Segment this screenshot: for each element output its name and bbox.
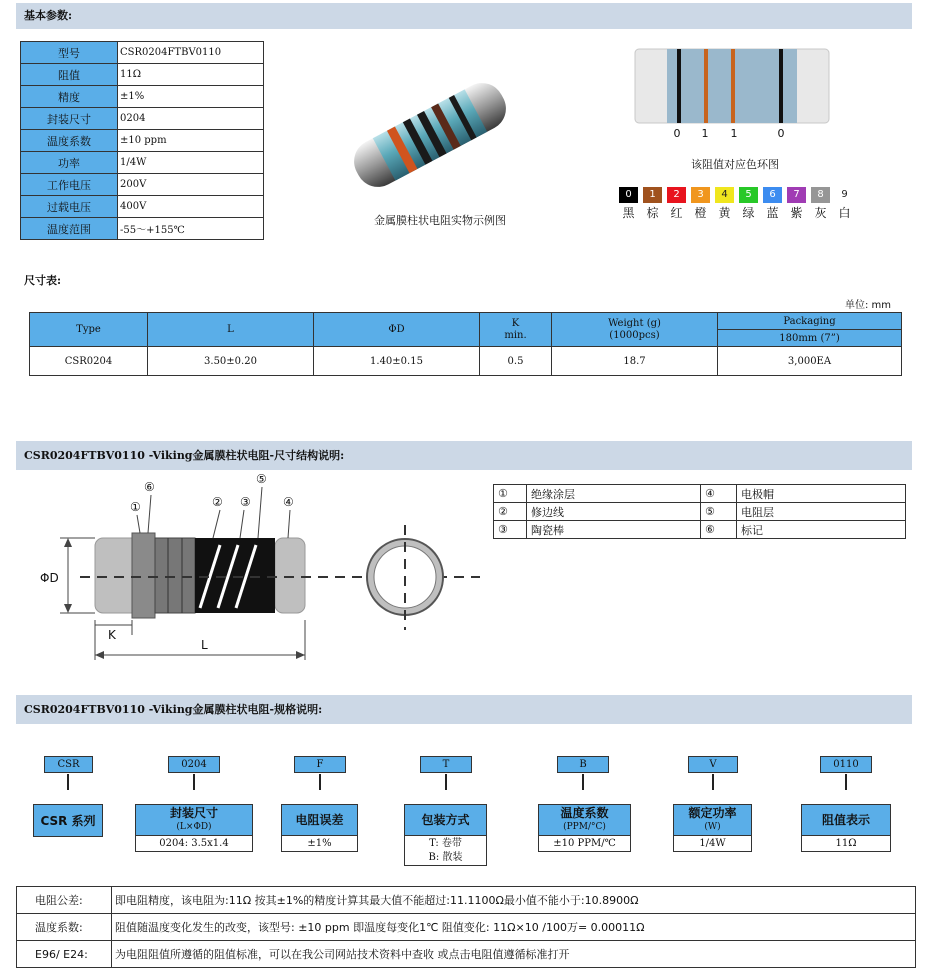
spec-title: 电阻误差 (282, 805, 357, 836)
note-text: 即电阻精度，该电阻为:11Ω 按其±1%的精度计算其最大值不能超过:11.1100Ω最小值不能小于:10.8900Ω (112, 887, 916, 914)
table-row (21, 64, 264, 86)
spec-title: 阻值表示 (802, 805, 890, 836)
note-label: 温度系数: (17, 914, 112, 941)
marker-5: ⑤ (256, 472, 267, 486)
param-value: ±1% (118, 86, 264, 108)
spec-title: CSR 系列 (34, 805, 102, 836)
marker-4: ④ (283, 495, 294, 509)
header-weight (552, 313, 718, 347)
note-label: E96/ E24: (17, 941, 112, 968)
header-reel: 180mm (7”) (718, 330, 902, 347)
legend-num: ⑤ (701, 503, 737, 521)
spec-code-size: 0204 (168, 756, 220, 773)
color-name: 黑 (622, 206, 635, 220)
header-k (480, 313, 552, 347)
param-value: 11Ω (118, 64, 264, 86)
spec-connector (582, 774, 584, 790)
header-packaging: Packaging (718, 313, 902, 330)
spec-desc: T: 卷带 (429, 838, 462, 849)
ring-digit: 1 (730, 127, 738, 140)
spec-title-box (539, 805, 630, 836)
param-value: -55～+155℃ (118, 218, 264, 240)
ring-digit: 0 (673, 127, 681, 140)
param-label: 精度 (21, 86, 118, 108)
table-row (21, 86, 264, 108)
param-value: 200V (118, 174, 264, 196)
param-label: 封装尺寸 (21, 108, 118, 130)
table-row (21, 196, 264, 218)
spec-connector (845, 774, 847, 790)
dimension-table (29, 312, 902, 376)
spec-box-series (33, 804, 103, 837)
section-header-basic: 基本参数: (16, 3, 912, 29)
param-value: CSR0204FTBV0110 (118, 42, 264, 64)
table-row (494, 485, 906, 503)
table-row (494, 503, 906, 521)
spec-desc: 11Ω (835, 838, 857, 849)
spec-code-value: 0110 (820, 756, 872, 773)
color-swatch: 3 (691, 187, 710, 203)
spec-title: 额定功率 (688, 806, 737, 820)
cell-weight: 18.7 (552, 347, 718, 376)
header-l: L (148, 313, 314, 347)
spec-connector (445, 774, 447, 790)
note-text: 阻值随温度变化发生的改变，该型号: ±10 ppm 即温度每变化1℃ 阻值变化: 11Ω×10 /100万= 0.00011Ω (112, 914, 916, 941)
color-swatch: 2 (667, 187, 686, 203)
color-name: 灰 (814, 206, 827, 220)
header-weight-line: Weight (g) (608, 317, 661, 329)
spec-connector (193, 774, 195, 790)
resistor-photo (340, 70, 520, 200)
table-row (21, 42, 264, 64)
section-header-dimensions: 尺寸表: (16, 268, 912, 294)
spec-title: 温度系数 (560, 806, 609, 820)
marker-1: ① (130, 500, 141, 514)
spec-code-tolerance: F (294, 756, 346, 773)
marker-2: ② (212, 495, 223, 509)
color-swatch: 9 (835, 187, 854, 203)
legend-label: 绝缘涂层 (527, 485, 701, 503)
legend-label: 电极帽 (737, 485, 906, 503)
color-swatch: 7 (787, 187, 806, 203)
header-d: ΦD (314, 313, 480, 347)
spec-subtitle: (PPM/°C) (563, 822, 606, 832)
spec-box-tcr (538, 804, 631, 852)
color-swatch: 8 (811, 187, 830, 203)
table-row (17, 914, 916, 941)
cell-k: 0.5 (480, 347, 552, 376)
cell-l: 3.50±0.20 (148, 347, 314, 376)
color-swatch: 4 (715, 187, 734, 203)
color-swatch: 5 (739, 187, 758, 203)
legend-num: ④ (701, 485, 737, 503)
table-row (30, 347, 902, 376)
spec-box-size (135, 804, 253, 852)
param-label: 温度范围 (21, 218, 118, 240)
table-row (17, 887, 916, 914)
param-value: 1/4W (118, 152, 264, 174)
spec-code-packaging: T (420, 756, 472, 773)
header-k-line: K (511, 317, 520, 329)
color-name: 黄 (718, 206, 731, 220)
header-k-sub: min. (504, 329, 527, 341)
structure-legend-table (493, 484, 906, 539)
color-name: 紫 (790, 206, 803, 220)
table-row (21, 218, 264, 240)
phi-d-label: ΦD (40, 571, 59, 585)
spec-code-tcr: B (557, 756, 609, 773)
marker-3: ③ (240, 495, 251, 509)
cell-type: CSR0204 (30, 347, 148, 376)
table-row (21, 108, 264, 130)
basic-params-table (20, 41, 264, 240)
table-row (494, 521, 906, 539)
note-label: 电阻公差: (17, 887, 112, 914)
legend-label: 修边线 (527, 503, 701, 521)
param-label: 阻值 (21, 64, 118, 86)
table-row (21, 152, 264, 174)
spec-code-power: V (688, 756, 738, 773)
table-row (17, 941, 916, 968)
param-label: 过载电压 (21, 196, 118, 218)
param-label: 型号 (21, 42, 118, 64)
color-name: 棕 (646, 206, 659, 220)
marker-6: ⑥ (144, 480, 155, 494)
spec-title: 包装方式 (405, 805, 486, 836)
spec-desc: B: 散装 (428, 852, 463, 863)
legend-label: 陶瓷棒 (527, 521, 701, 539)
spec-title-box (136, 805, 252, 836)
spec-connector (67, 774, 69, 790)
spec-title-box (674, 805, 751, 836)
color-swatch: 0 (619, 187, 638, 203)
color-name: 蓝 (766, 206, 779, 220)
param-value: ±10 ppm (118, 130, 264, 152)
header-weight-sub: (1000pcs) (609, 329, 660, 341)
section-header-spec: CSR0204FTBV0110 -Viking金属膜柱状电阻-规格说明: (16, 695, 912, 724)
color-ring-diagram (633, 45, 833, 125)
photo-caption: 金属膜柱状电阻实物示例图 (374, 214, 506, 227)
color-name: 橙 (694, 206, 707, 220)
spec-box-packaging (404, 804, 487, 866)
unit-label: 单位: mm (845, 300, 892, 311)
spec-desc: ±1% (307, 838, 332, 849)
l-label: L (201, 638, 208, 652)
param-label: 功率 (21, 152, 118, 174)
param-value: 400V (118, 196, 264, 218)
legend-num: ① (494, 485, 527, 503)
color-name: 白 (838, 206, 851, 220)
param-label: 工作电压 (21, 174, 118, 196)
section-header-structure: CSR0204FTBV0110 -Viking金属膜柱状电阻-尺寸结构说明: (16, 441, 912, 470)
ring-digit: 0 (777, 127, 785, 140)
spec-subtitle: (L×ΦD) (176, 822, 212, 832)
spec-box-tolerance (281, 804, 358, 852)
notes-table (16, 886, 916, 968)
spec-code-series: CSR (44, 756, 93, 773)
color-name: 红 (670, 206, 683, 220)
param-label: 温度系数 (21, 130, 118, 152)
ring-digit: 1 (701, 127, 709, 140)
structure-diagram (40, 475, 480, 670)
spec-connector (319, 774, 321, 790)
legend-label: 电阻层 (737, 503, 906, 521)
cell-d: 1.40±0.15 (314, 347, 480, 376)
color-name: 绿 (742, 206, 755, 220)
spec-title: 封装尺寸 (169, 806, 218, 820)
spec-desc: 0204: 3.5x1.4 (159, 838, 229, 849)
spec-desc: 1/4W (699, 838, 726, 849)
legend-num: ③ (494, 521, 527, 539)
table-row (21, 130, 264, 152)
ring-caption: 该阻值对应色环图 (691, 158, 779, 171)
spec-box-power (673, 804, 752, 852)
legend-label: 标记 (737, 521, 906, 539)
param-value: 0204 (118, 108, 264, 130)
legend-num: ② (494, 503, 527, 521)
spec-desc: ±10 PPM/℃ (553, 838, 616, 849)
header-type: Type (30, 313, 148, 347)
legend-num: ⑥ (701, 521, 737, 539)
note-text: 为电阻阻值所遵循的阻值标准，可以在我公司网站技术资料中查收 或点击电阻值遵循标准打开 (112, 941, 916, 968)
spec-box-value (801, 804, 891, 852)
table-row (21, 174, 264, 196)
cell-packaging: 3,000EA (718, 347, 902, 376)
spec-subtitle: (W) (704, 822, 721, 832)
color-swatch: 1 (643, 187, 662, 203)
spec-connector (712, 774, 714, 790)
color-swatch: 6 (763, 187, 782, 203)
k-label: K (108, 628, 116, 642)
